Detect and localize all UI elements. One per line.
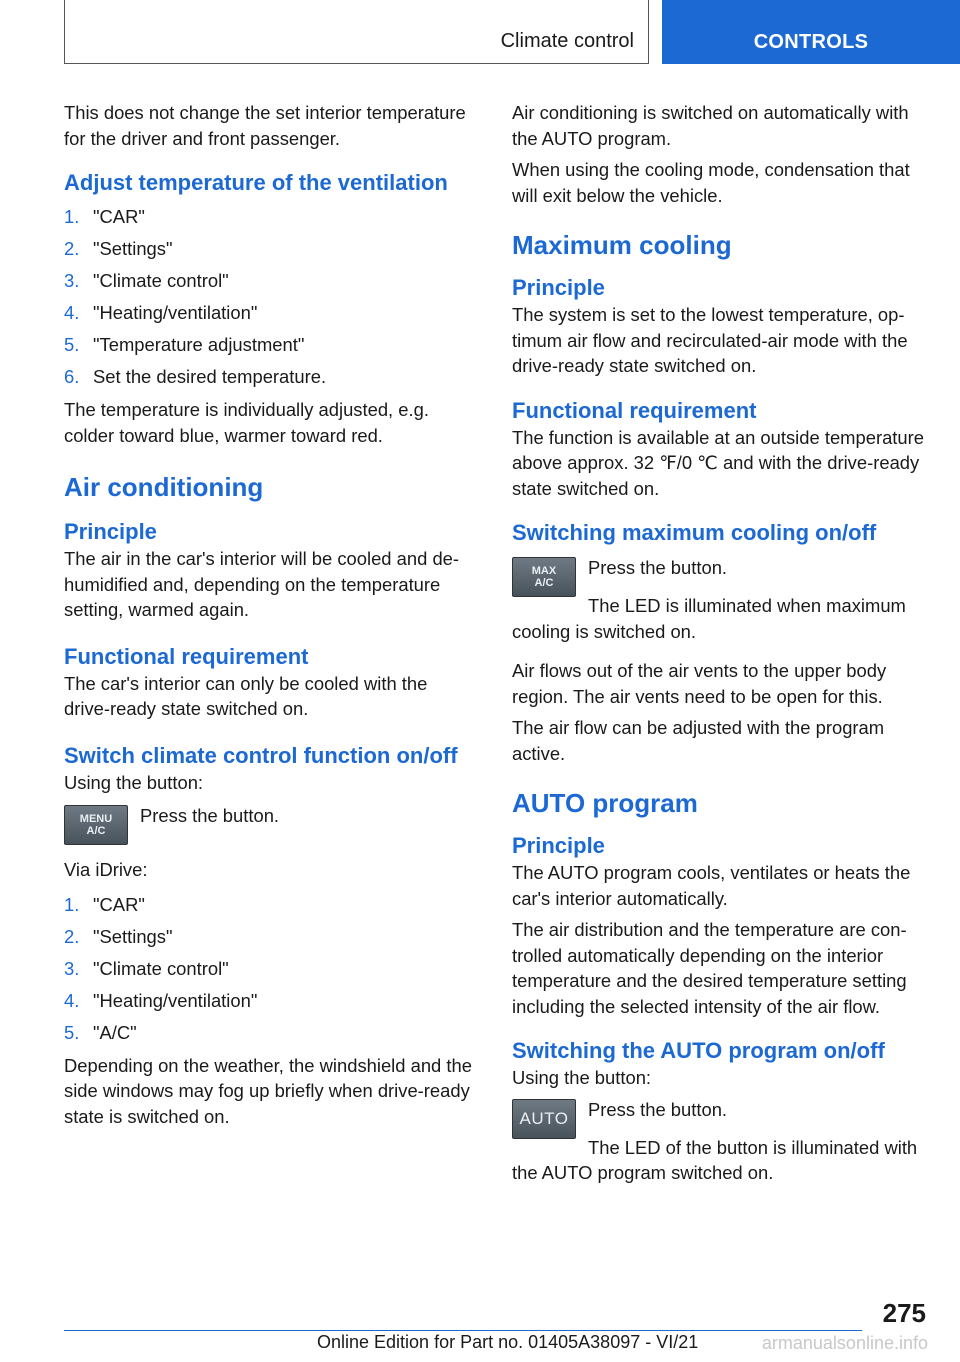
principle-text: The air in the car's interior will be cooled and dehumidified and, depending on the temperature setting, warmed again.	[64, 548, 460, 620]
auto-program-heading: AUTO program	[512, 788, 698, 818]
page-number: 275	[882, 1298, 926, 1328]
condensation-text: When using the cooling mode, condensation that will exit below the vehicle.	[512, 159, 910, 206]
max-functional-heading: Functional requirement	[512, 397, 757, 423]
ac-auto-text: Air conditioning is switched on automatically with the AUTO program.	[512, 102, 909, 149]
auto-led-text: The LED of the button is illuminated with the AUTO program switched on.	[512, 1136, 918, 1183]
max-adjust-text: The air flow can be adjusted with the program active.	[512, 717, 885, 764]
auto-using-button-text: Using the button:	[512, 1067, 652, 1088]
using-button-text: Using the button:	[64, 771, 204, 793]
max-principle-heading: Principle	[512, 275, 605, 300]
max-led-text: The LED is illuminated when maximum cooling is switched on.	[512, 595, 906, 642]
auto-switch-heading: Switching the AUTO program on/off	[512, 1038, 885, 1063]
list-item: 2. "Settings"	[64, 925, 173, 947]
press-button-text: Press the button.	[140, 805, 280, 826]
auto-distribution-text: The air distribution and the temperature are controlled automatically depending on the interior temperature and the desired temperature setting including the selected intensity of the air flow.	[512, 919, 907, 1017]
watermark: armanualsonline.info	[761, 1333, 928, 1353]
auto-button-row	[512, 1097, 930, 1139]
list-item: 5. "A/C"	[64, 1021, 137, 1043]
section-title: Climate control	[500, 30, 634, 52]
list-item: 3. "Climate control"	[64, 270, 229, 291]
footer-edition: Online Edition for Part no. 01405A38097 - VI/21	[317, 1332, 699, 1352]
right-column	[512, 100, 930, 1192]
max-switch-heading: Switching maximum cooling on/off	[512, 520, 877, 545]
max-ac-button-row	[512, 555, 930, 597]
adjust-note: The temperature is individually adjusted, e.g. colder toward blue, warmer toward red.	[64, 399, 429, 446]
max-airflow-text: Air flows out of the air vents to the upper body region. The air vents need to be open for this.	[512, 660, 887, 707]
list-item: 3. "Climate control"	[64, 957, 229, 979]
list-item: 6. Set the desired temperature.	[64, 366, 327, 387]
max-functional-text: The function is available at an outside temperature above approx. 32 ℉/0 ℃ and with the drive-ready state switched on.	[512, 426, 924, 499]
auto-principle-heading: Principle	[512, 833, 605, 858]
maximum-cooling-heading: Maximum cooling	[512, 230, 732, 260]
chapter-tab[interactable]: CONTROLS	[662, 0, 960, 64]
switch-climate-heading: Switch climate control function on/off	[64, 742, 458, 768]
list-item: 2. "Settings"	[64, 238, 173, 259]
max-press-text: Press the button.	[588, 557, 728, 578]
principle-heading: Principle	[64, 519, 157, 544]
left-column	[64, 100, 476, 1135]
list-item: 1. "CAR"	[64, 893, 145, 915]
menu-ac-button-icon: MENU A/C	[64, 805, 128, 845]
footer-divider	[64, 1330, 862, 1331]
fog-note: Depending on the weather, the windshield and the side windows may fog up briefly when drive-ready state is switched on.	[64, 1054, 472, 1127]
intro-text: This does not change the set interior temperature for the driver and front passenger.	[64, 102, 466, 149]
functional-requirement-text: The car's interior can only be cooled with the drive-ready state switched on.	[64, 672, 428, 719]
adjust-heading: Adjust temperature of the ventilation	[64, 170, 448, 195]
idrive-steps-list	[64, 889, 476, 1049]
auto-principle-text: The AUTO program cools, ventilates or heats the car's interior automatically.	[512, 862, 911, 909]
auto-button-icon: AUTO	[512, 1099, 576, 1139]
max-ac-button-icon: MAX A/C	[512, 557, 576, 597]
list-item: 1. "CAR"	[64, 206, 145, 227]
max-principle-text: The system is set to the lowest temperature, optimum air flow and recirculated-air mode with the drive-ready state switched on.	[512, 304, 908, 376]
via-idrive-text: Via iDrive:	[64, 859, 148, 880]
auto-press-text: Press the button.	[588, 1098, 728, 1120]
ac-heading: Air conditioning	[64, 472, 264, 502]
menu-ac-button-row	[64, 803, 476, 845]
list-item: 4. "Heating/ventilation"	[64, 302, 258, 323]
list-item: 4. "Heating/ventilation"	[64, 989, 258, 1011]
adjust-steps-list	[64, 201, 476, 393]
list-item: 5. "Temperature adjustment"	[64, 334, 305, 355]
functional-requirement-heading: Functional requirement	[64, 643, 309, 669]
